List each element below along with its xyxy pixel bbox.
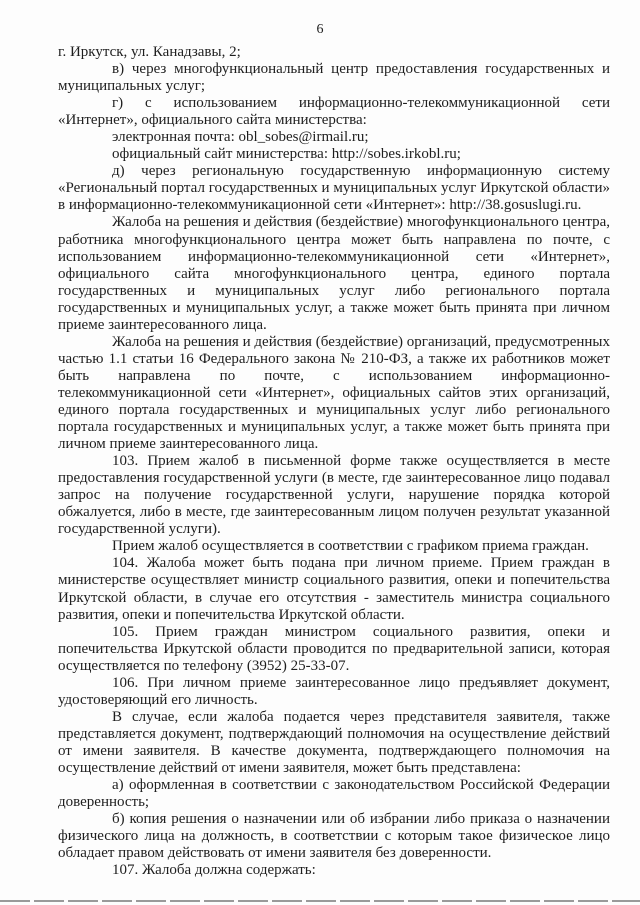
paragraph-107: 107. Жалоба должна содержать:	[112, 862, 316, 879]
paragraph-item-a: а) оформленная в соответствии с законодательством Российской Федерации доверенность;	[58, 777, 610, 811]
paragraph-organizations-complaint: Жалоба на решения и действия (бездействие) организаций, предусмотренных частью 1.1 статьи 16 Федерального закона № 210-ФЗ, а также их работников может быть направлена по почте, с использованием информационно-телекоммуникационной сети «Интернет», официальных сайтов этих организаций, единого портала государственных и муниципальных услуг либо регионального портала государственных и муниципальных услуг, а также может быть принята при личном приеме заинтересованного лица.	[58, 333, 610, 453]
page-number: 6	[316, 22, 324, 37]
paragraph-105: 105. Прием граждан министром социального развития, опеки и попечительства Иркутской области проводится по предварительной записи, которая осуществляется по телефону (3952) 25-33-07.	[58, 623, 610, 674]
paragraph-address: г. Иркутск, ул. Канадзавы, 2;	[58, 44, 241, 60]
paragraph-item-d: д) через региональную государственную информационную систему «Региональный портал государственных и муниципальных услуг Иркутской области» в информационно-телекоммуникационной сети «Интернет»: http://38.gosuslugi.ru.	[58, 163, 610, 214]
paragraph-mfc-complaint: Жалоба на решения и действия (бездействие) многофункционального центра, работника многофункционального центра может быть направлена по почте, с использованием информационно-телекоммуникационной сети «Интернет», официального сайта многофункционального центра, единого портала государственных и муниципальных услуг либо регионального портала государственных и муниципальных услуг, а также может быть принята при личном приеме заинтересованного лица.	[58, 214, 610, 333]
paragraph-item-b: б) копия решения о назначении или об избрании либо приказа о назначении физического лица на должность, в соответствии с которым такое физическое лицо обладает правом действовать от имени заявителя без доверенности.	[58, 811, 610, 862]
paragraph-representative: В случае, если жалоба подается через представителя заявителя, также представляется документ, подтверждающий полномочия на осуществление действий от имени заявителя. В качестве документа, подтверждающего полномочия на осуществление действий от имени заявителя, может быть представлена:	[58, 708, 610, 776]
paragraph-website: официальный сайт министерства: http://sobes.irkobl.ru;	[112, 146, 461, 163]
paragraph-item-v: в) через многофункциональный центр предоставления государственных и муниципальных услуг;	[58, 61, 610, 95]
paragraph-item-g: г) с использованием информационно-телекоммуникационной сети «Интернет», официального сайта министерства:	[58, 95, 610, 129]
paragraph-schedule: Прием жалоб осуществляется в соответствии с графиком приема граждан.	[112, 538, 589, 555]
paragraph-email: электронная почта: obl_sobes@irmail.ru;	[112, 129, 369, 146]
paragraph-106: 106. При личном приеме заинтересованное лицо предъявляет документ, удостоверяющий его личность.	[58, 674, 610, 708]
document-body	[58, 44, 610, 879]
paragraph-104: 104. Жалоба может быть подана при личном приеме. Прием граждан в министерстве осуществляет министр социального развития, опеки и попечительства Иркутской области, в случае его отсутствия - заместитель министра социального развития, опеки и попечительства Иркутской области.	[58, 555, 610, 623]
paragraph-103: 103. Прием жалоб в письменной форме также осуществляется в месте предоставления государственной услуги (в месте, где заинтересованное лицо подавал запрос на получение государственной услуги, нарушение порядка которой обжалуется, либо в месте, где заинтересованным лицом получен результат указанной государственной услуги).	[58, 453, 610, 538]
page-bottom-rule	[0, 900, 640, 902]
